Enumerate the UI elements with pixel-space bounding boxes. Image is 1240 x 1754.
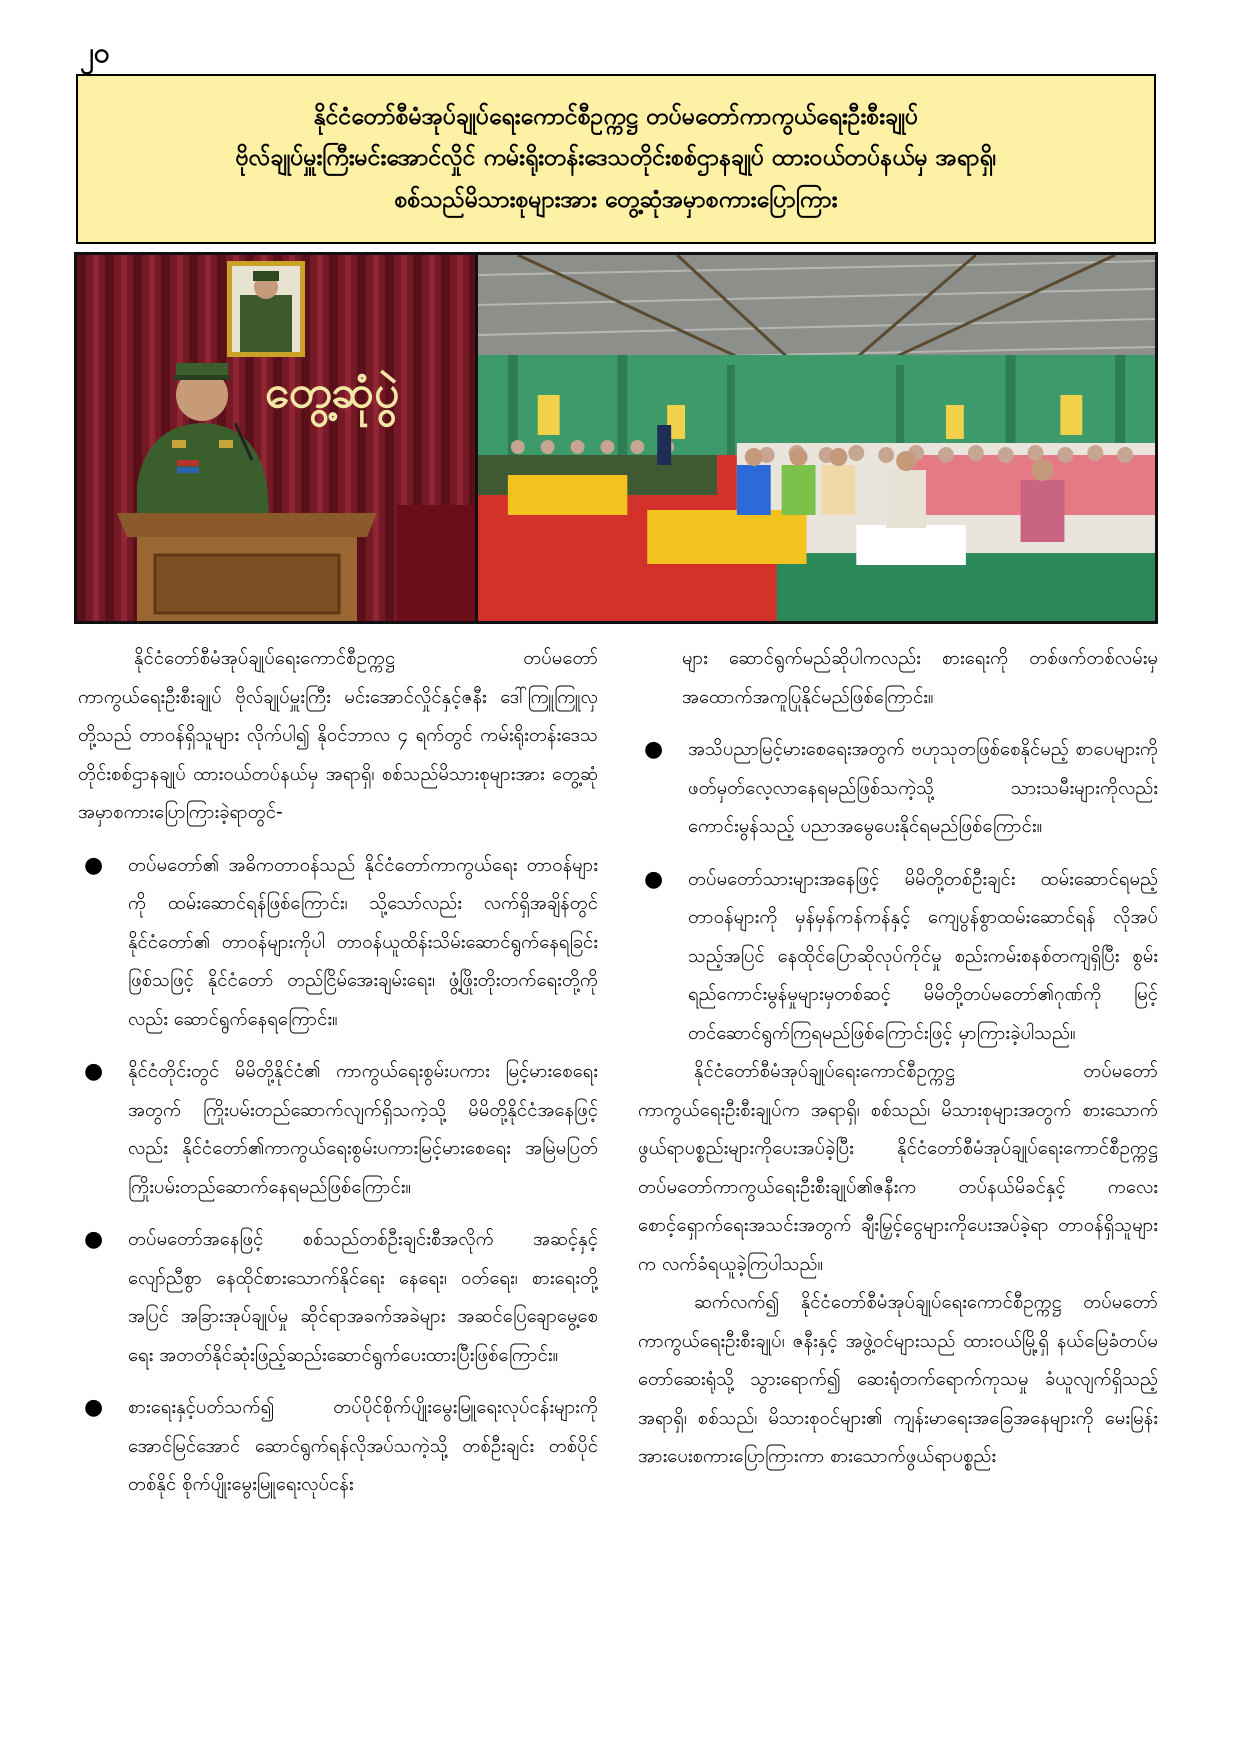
list-item	[78, 1221, 598, 1375]
headline-line-1: နိုင်ငံတော်စီမံအုပ်ချုပ်ရေးကောင်စီဥက္ကဋ္ဌ တပ်မတော်ကာကွယ်ရေးဦးစီးချုပ်	[313, 104, 919, 131]
photo-hall-audience	[478, 255, 1155, 621]
bullet-text: နိုင်ငံတိုင်းတွင် မိမိတို့နိုင်ငံ၏ ကာကွယ်ရေးစွမ်းပကား မြင့်မားစေရေးအတွက် ကြိုးပမ်းတည်ဆောက်လျက်ရှိသကဲ့သို့ မိမိတို့နိုင်ငံအနေဖြင့်လည်း နိုင်ငံတော်၏ကာကွယ်ရေးစွမ်းပကားမြင့်မားစေရေး အမြဲမပြတ်ကြိုးပမ်းတည်ဆောက်နေရမည်ဖြစ်ကြောင်း။	[128, 1061, 598, 1198]
body-paragraph: ဆက်လက်၍ နိုင်ငံတော်စီမံအုပ်ချုပ်ရေးကောင်စီဥက္ကဋ္ဌ တပ်မတော်ကာကွယ်ရေးဦးစီးချုပ်၊ ဇနီးနှင့် အဖွဲ့ဝင်များသည် ထားဝယ်မြို့ရှိ နယ်မြေခံတပ်မတော်ဆေးရုံသို့ သွားရောက်၍ ဆေးရုံတက်ရောက်ကုသမှု ခံယူလျက်ရှိသည့် အရာရှိ၊ စစ်သည်၊ မိသားစုဝင်များ၏ ကျန်းမာရေးအခြေအနေများကို မေးမြန်းအားပေးစကားပြောကြားကာ စားသောက်ဖွယ်ရာပစ္စည်း	[638, 1292, 1158, 1467]
bullet-continuation: များ ဆောင်ရွက်မည်ဆိုပါကလည်း စားရေးကို တစ်ဖက်တစ်လမ်းမှ အထောက်အကူပြုနိုင်မည်ဖြစ်ကြောင်း။	[682, 648, 1158, 708]
page-number: ၂၀	[80, 36, 110, 69]
right-column	[638, 640, 1158, 1505]
bullet-icon: ●	[644, 737, 664, 762]
photo-speaker-at-podium	[77, 255, 478, 621]
bullet-icon: ●	[84, 852, 104, 878]
bullet-icon: ●	[84, 1059, 104, 1084]
headline-line-2: ဗိုလ်ချုပ်မှူးကြီးမင်းအောင်လှိုင် ကမ်းရိုးတန်းဒေသတိုင်းစစ်ဌာနချုပ် ထားဝယ်တပ်နယ်မှ အရာရှိ၊	[235, 145, 997, 172]
article-columns	[78, 640, 1158, 1505]
list-item	[638, 731, 1158, 847]
bullet-icon: ●	[84, 1395, 104, 1420]
audience-photo-illustration	[478, 255, 1155, 621]
body-paragraph: နိုင်ငံတော်စီမံအုပ်ချုပ်ရေးကောင်စီဥက္ကဋ္ဌ တပ်မတော်ကာကွယ်ရေးဦးစီးချုပ်က အရာရှိ၊ စစ်သည်၊ မိသားစုများအတွက် စားသောက်ဖွယ်ရာပစ္စည်းများကိုပေးအပ်ခဲ့ပြီး နိုင်ငံတော်စီမံအုပ်ချုပ်ရေးကောင်စီဥက္ကဋ္ဌ တပ်မတော်ကာကွယ်ရေးဦးစီးချုပ်၏ဇနီးက တပ်နယ်မိခင်နှင့် ကလေးစောင့်ရှောက်ရေးအသင်းအတွက် ချီးမြှင့်ငွေများကိုပေးအပ်ခဲ့ရာ တာဝန်ရှိသူများက လက်ခံရယူခဲ့ကြပါသည်။	[638, 1061, 1158, 1275]
bullet-text: တပ်မတော်၏ အဓိကတာဝန်သည် နိုင်ငံတော်ကာကွယ်ရေး တာဝန်များကို ထမ်းဆောင်ရန်ဖြစ်ကြောင်း၊ သို့သော်လည်း လက်ရှိအချိန်တွင် နိုင်ငံတော်၏ တာဝန်များကိုပါ တာဝန်ယူထိန်းသိမ်းဆောင်ရွက်နေရခြင်းဖြစ်သဖြင့် နိုင်ငံတော် တည်ငြိမ်အေးချမ်းရေး၊ ဖွံ့ဖြိုးတိုးတက်ရေးတို့ကိုလည်း ဆောင်ရွက်နေရကြောင်း။	[128, 854, 598, 1030]
headline-box	[76, 74, 1156, 244]
bullet-text: စားရေးနှင့်ပတ်သက်၍ တပ်ပိုင်စိုက်ပျိုးမွေးမြူရေးလုပ်ငန်းများကို အောင်မြင်အောင် ဆောင်ရွက်ရန်လိုအပ်သကဲ့သို့ တစ်ဦးချင်း တစ်ပိုင်တစ်နိုင် စိုက်ပျိုးမွေးမြူရေးလုပ်ငန်း	[128, 1397, 598, 1495]
headline-line-3: စစ်သည်မိသားစုများအား တွေ့ဆုံအမှာစကားပြောကြား	[394, 186, 838, 213]
bullet-icon: ●	[644, 866, 664, 892]
bullet-icon: ●	[84, 1227, 104, 1252]
photo-frame	[74, 252, 1158, 624]
list-item	[78, 1389, 598, 1505]
speaker-photo-illustration	[77, 255, 475, 621]
left-column	[78, 640, 598, 1505]
bullet-text: တပ်မတော်သားများအနေဖြင့် မိမိတို့တစ်ဦးချင်း ထမ်းဆောင်ရမည့် တာဝန်များကို မှန်မှန်ကန်ကန်နှင့် ကျေပွန်စွာထမ်းဆောင်ရန် လိုအပ်သည့်အပြင် နေထိုင်ပြောဆိုလုပ်ကိုင်မှု စည်းကမ်းစနစ်တကျရှိပြီး စွမ်းရည်ကောင်းမွန်မှုများမှတစ်ဆင့် မိမိတို့တပ်မတော်၏ဂုဏ်ကို မြင့်တင်ဆောင်ရွက်ကြရမည်ဖြစ်ကြောင်းဖြင့် မှာကြားခဲ့ပါသည်။	[688, 868, 1158, 1044]
banner-text: တွေ့ဆုံပွဲ	[264, 367, 400, 418]
intro-paragraph: နိုင်ငံတော်စီမံအုပ်ချုပ်ရေးကောင်စီဥက္ကဋ္ဌ တပ်မတော်ကာကွယ်ရေးဦးစီးချုပ် ဗိုလ်ချုပ်မှူးကြီး မင်းအောင်လှိုင်နှင့်ဇနီး ဒေါ်ကြူကြူလှတို့သည် တာဝန်ရှိသူများ လိုက်ပါ၍ နိုဝင်ဘာလ ၄ ရက်တွင် ကမ်းရိုးတန်းဒေသတိုင်းစစ်ဌာနချုပ် ထားဝယ်တပ်နယ်မှ အရာရှိ၊ စစ်သည်မိသားစုများအား တွေ့ဆုံအမှာစကားပြောကြားခဲ့ရာတွင်-	[78, 648, 598, 823]
list-item	[638, 861, 1158, 1054]
bullet-text: တပ်မတော်အနေဖြင့် စစ်သည်တစ်ဦးချင်းစီအလိုက် အဆင့်နှင့်လျော်ညီစွာ နေထိုင်စားသောက်နိုင်ရေး နေရေး၊ ဝတ်ရေး၊ စားရေးတို့အပြင် အခြားအုပ်ချုပ်မှု ဆိုင်ရာအခက်အခဲများ အဆင်ပြေချောမွေ့စေရေး အတတ်နိုင်ဆုံးဖြည့်ဆည်းဆောင်ရွက်ပေးထားပြီးဖြစ်ကြောင်း။	[128, 1229, 598, 1366]
list-item	[78, 847, 598, 1040]
list-item	[78, 1053, 598, 1207]
bullet-text: အသိပညာမြင့်မားစေရေးအတွက် ဗဟုသုတဖြစ်စေနိုင်မည့် စာပေများကို ဖတ်မှတ်လေ့လာနေရမည်ဖြစ်သကဲ့သို့ သားသမီးများကိုလည်း ကောင်းမွန်သည့် ပညာအမွေပေးနိုင်ရမည်ဖြစ်ကြောင်း။	[688, 739, 1158, 837]
